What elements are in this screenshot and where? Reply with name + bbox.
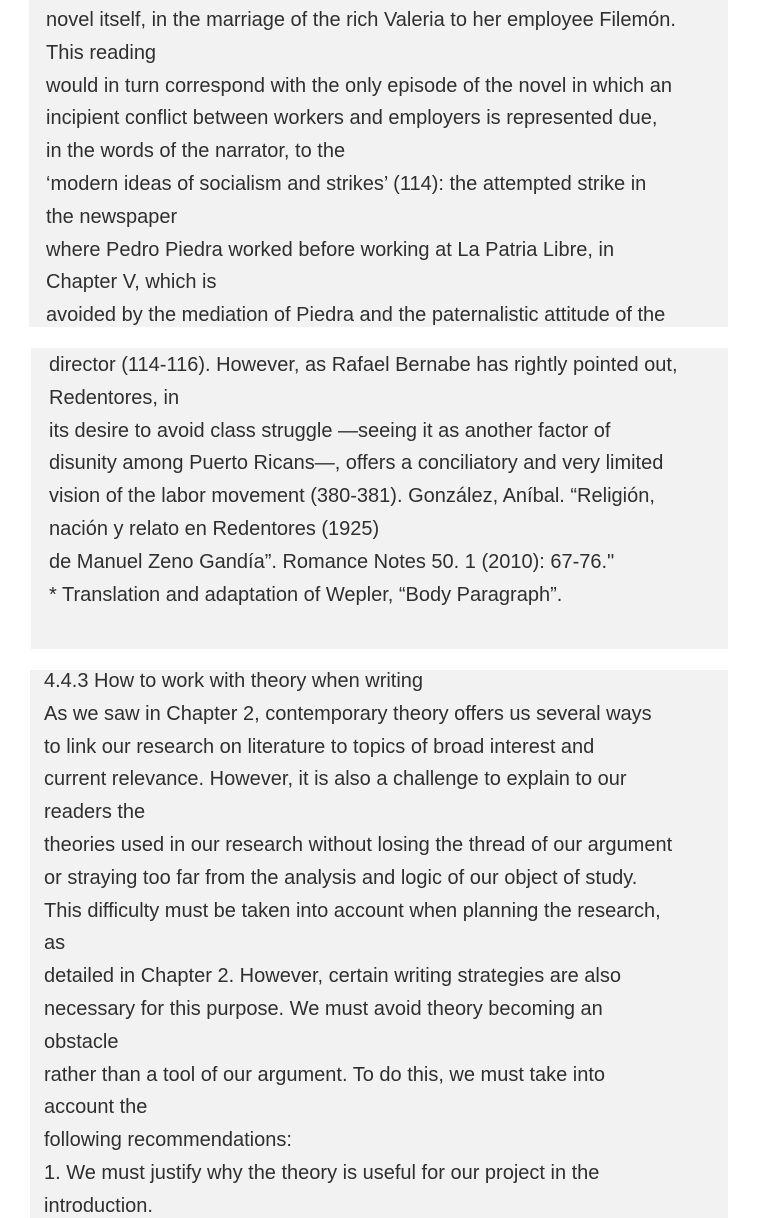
- text-line: avoided by the mediation of Piedra and the paternalistic attitude of the: [46, 304, 666, 327]
- text-line: novel itself, in the marriage of the rich Valeria to her employee Filemón.: [46, 9, 676, 31]
- text-line: rather than a tool of our argument. To do this, we must take into: [44, 1063, 606, 1086]
- text-line: This reading: [46, 41, 157, 64]
- text-line: director (114-116). However, as Rafael Bernabe has rightly pointed out,: [49, 354, 678, 376]
- text-line: vision of the labor movement (380-381). González, Aníbal. “Religión,: [49, 485, 655, 508]
- text-line: incipient conflict between workers and employers is represented due,: [46, 107, 658, 130]
- text-line: nación y relato en Redentores (1925): [49, 517, 380, 540]
- text-line: obstacle: [44, 1030, 119, 1053]
- text-line: detailed in Chapter 2. However, certain writing strategies are also: [44, 965, 621, 988]
- text-line: de Manuel Zeno Gandía”. Romance Notes 50. 1 (2010): 67-76.": [49, 550, 615, 573]
- text-line: readers the: [44, 801, 146, 824]
- text-block-novel-reading: [29, 0, 728, 327]
- text-line: following recommendations:: [44, 1129, 292, 1152]
- list-item: introduction.: [44, 1194, 153, 1217]
- text-line: would in turn correspond with the only episode of the novel in which an: [46, 74, 672, 97]
- text-line: account the: [44, 1096, 148, 1119]
- text-line: ‘modern ideas of socialism and strikes’ (114): the attempted strike in: [46, 172, 647, 195]
- text-line: necessary for this purpose. We must avoid theory becoming an: [44, 997, 603, 1020]
- text-line: where Pedro Piedra worked before working at La Patria Libre, in: [46, 238, 615, 261]
- text-line: As we saw in Chapter 2, contemporary theory offers us several ways: [44, 702, 652, 725]
- text-block-citation: [31, 348, 728, 649]
- text-line: or straying too far from the analysis and logic of our object of study.: [44, 866, 638, 889]
- text-line: as: [44, 932, 66, 955]
- list-item: 1. We must justify why the theory is useful for our project in the: [44, 1161, 600, 1184]
- text-block-theory-section: [30, 670, 728, 1218]
- section-heading: 4.4.3 How to work with theory when writing: [44, 670, 424, 692]
- text-line: to link our research on literature to topics of broad interest and: [44, 735, 595, 758]
- text-line: its desire to avoid class struggle —seeing it as another factor of: [49, 419, 611, 442]
- text-line: This difficulty must be taken into account when planning the research,: [44, 899, 661, 922]
- text-line: disunity among Puerto Ricans—, offers a conciliatory and very limited: [49, 452, 664, 475]
- text-line: in the words of the narrator, to the: [46, 140, 346, 163]
- text-line: the newspaper: [46, 205, 178, 228]
- text-line: current relevance. However, it is also a challenge to explain to our: [44, 768, 627, 791]
- text-line: Redentores, in: [49, 386, 180, 409]
- text-line: * Translation and adaptation of Wepler, “Body Paragraph”.: [49, 583, 563, 606]
- text-line: Chapter V, which is: [46, 271, 217, 294]
- text-line: theories used in our research without losing the thread of our argument: [44, 833, 673, 856]
